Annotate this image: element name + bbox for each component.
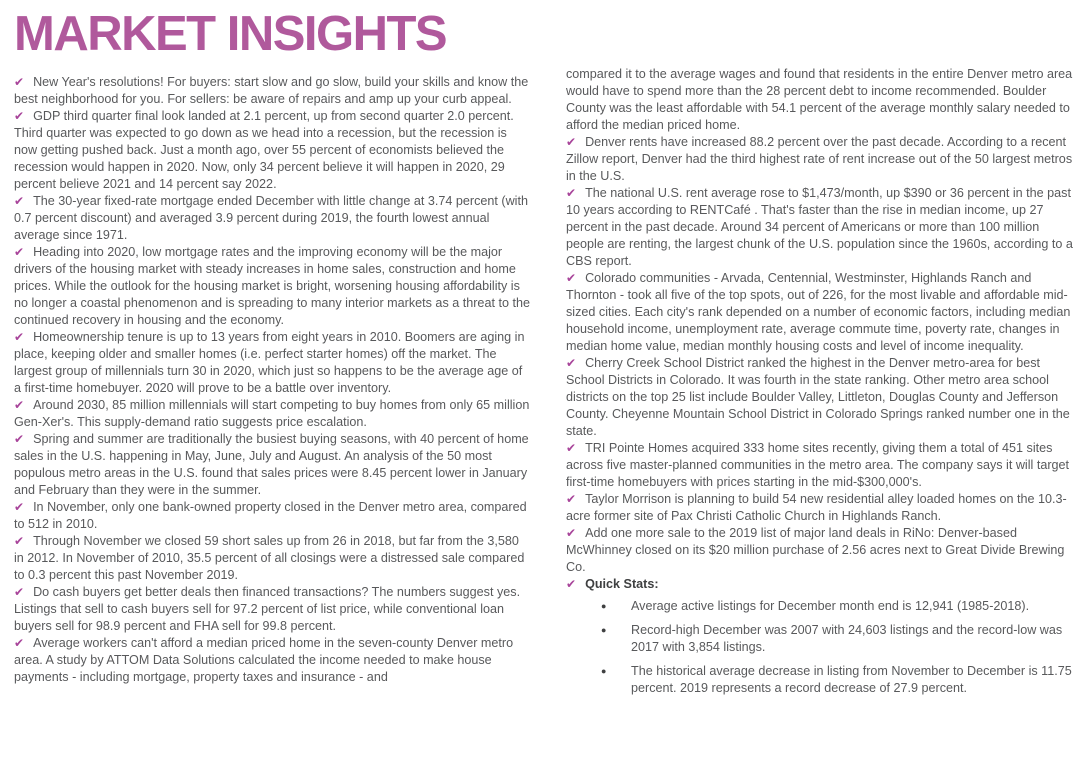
bullet-item	[566, 185, 1075, 270]
checkmark-icon: ✔	[566, 526, 577, 540]
bullet-text: Colorado communities - Arvada, Centennial, Westminster, Highlands Ranch and Thornton - took all five of the top spots, out of 226, for the most livable and affordable mid-sized cities. Each city's rank depended on a number of economic factors, including median household income, unemployment rate, average commute time, poverty rate, changes in median home value, median monthly housing costs and level of income inequality.	[566, 271, 1071, 353]
quick-stat-item	[566, 663, 1075, 697]
bullet-item	[566, 525, 1075, 576]
bullet-item	[14, 397, 530, 431]
checkmark-icon: ✔	[14, 330, 25, 344]
checkmark-icon: ✔	[566, 577, 577, 591]
bullet-text: Spring and summer are traditionally the busiest buying seasons, with 40 percent of home sales in the U.S. happening in May, June, July and August. An analysis of the 50 most populous metro areas in the U.S. found that sales prices were 8.45 percent lower in January and February than they were in the summer.	[14, 432, 529, 497]
bullet-item	[566, 270, 1075, 355]
bullet-item	[14, 499, 530, 533]
checkmark-icon: ✔	[566, 186, 577, 200]
dot-bullet-icon: ●	[601, 666, 607, 676]
quick-stat-text: The historical average decrease in listing from November to December is 11.75 percent. 2019 represents a record decrease of 27.9 percent.	[631, 664, 1072, 695]
bullet-text: Do cash buyers get better deals then financed transactions? The numbers suggest yes. Listings that sell to cash buyers sell for 97.2 percent of list price, while conventional loan buyers sell for 98.9 percent and FHA sell for 99.8 percent.	[14, 585, 521, 633]
quick-stats-list	[566, 598, 1075, 697]
bullet-text: Around 2030, 85 million millennials will start competing to buy homes from only 65 million Gen-Xer's. This supply-demand ratio suggests price escalation.	[14, 398, 530, 429]
right-bullet-list	[566, 134, 1075, 576]
checkmark-icon: ✔	[566, 441, 577, 455]
checkmark-icon: ✔	[14, 636, 25, 650]
bullet-item	[14, 584, 530, 635]
bullet-text: The national U.S. rent average rose to $1,473/month, up $390 or 36 percent in the past 10 years according to RENTCafé . That's faster than the rise in median income, up 27 percent in the past decade. Around 34 percent of Americans or more than 100 million people are renting, the largest chunk of the U.S. population since the 1960s, according to a CBS report.	[566, 186, 1073, 268]
checkmark-icon: ✔	[14, 109, 25, 123]
checkmark-icon: ✔	[14, 398, 25, 412]
quick-stat-item	[566, 622, 1075, 656]
bullet-text: Taylor Morrison is planning to build 54 new residential alley loaded homes on the 10.3-acre former site of Pax Christi Catholic Church in Highlands Ranch.	[566, 492, 1067, 523]
checkmark-icon: ✔	[566, 356, 577, 370]
quick-stat-text: Record-high December was 2007 with 24,603 listings and the record-low was 2017 with 3,854 listings.	[631, 623, 1063, 654]
checkmark-icon: ✔	[566, 271, 577, 285]
dot-bullet-icon: ●	[601, 625, 607, 635]
left-bullet-list	[14, 74, 530, 686]
bullet-text: Add one more sale to the 2019 list of major land deals in RiNo: Denver-based McWhinney closed on its $20 million purchase of 2.56 acres next to Great Divide Brewing Co.	[566, 526, 1065, 574]
bullet-item	[14, 244, 530, 329]
continuation-paragraph: compared it to the average wages and found that residents in the entire Denver metro area would have to spend more than the 28 percent debt to income recommended. Boulder County was the least affordable with 54.1 percent of the average monthly salary needed to afford the median priced home.	[566, 67, 1073, 132]
bullet-text: Homeownership tenure is up to 13 years from eight years in 2010. Boomers are aging in place, keeping older and smaller homes (i.e. perfect starter homes) off the market. The largest group of millennials turn 30 in 2020, which just so happens to be the average age of a first-time homebuyer. 2020 will prove to be a battle over inventory.	[14, 330, 525, 395]
checkmark-icon: ✔	[566, 492, 577, 506]
quick-stats-heading	[566, 576, 1075, 593]
quick-stat-text: Average active listings for December month end is 12,941 (1985-2018).	[631, 599, 1030, 613]
bullet-item	[566, 134, 1075, 185]
bullet-text: Denver rents have increased 88.2 percent over the past decade. According to a recent Zillow report, Denver had the third highest rate of rent increase out of the 50 largest metros in the U.S.	[566, 135, 1073, 183]
checkmark-icon: ✔	[14, 245, 25, 259]
bullet-item	[14, 329, 530, 397]
bullet-text: Average workers can't afford a median priced home in the seven-county Denver metro area. A study by ATTOM Data Solutions calculated the income needed to make house payments - including mortgage, property taxes and insurance - and	[14, 636, 514, 684]
bullet-text: Heading into 2020, low mortgage rates and the improving economy will be the major drivers of the housing market with steady increases in home sales, construction and home prices. While the outlook for the housing market is bright, worsening housing affordability is no longer a coastal phenomenon and is spreading to many interior markets as a threat to the continued recovery in housing and the economy.	[14, 245, 530, 327]
bullet-text: In November, only one bank-owned property closed in the Denver metro area, compared to 512 in 2010.	[14, 500, 527, 531]
bullet-text: The 30-year fixed-rate mortgage ended December with little change at 3.74 percent (with 0.7 percent discount) and averaged 3.9 percent during 2019, the fourth lowest annual average since 1971.	[14, 194, 528, 242]
checkmark-icon: ✔	[14, 75, 25, 89]
checkmark-icon: ✔	[14, 194, 25, 208]
checkmark-icon: ✔	[14, 500, 25, 514]
page-title: MARKET INSIGHTS	[14, 7, 447, 61]
right-column	[566, 8, 1075, 780]
bullet-item	[14, 193, 530, 244]
bullet-item	[14, 533, 530, 584]
bullet-item	[14, 108, 530, 193]
checkmark-icon: ✔	[14, 534, 25, 548]
bullet-text: New Year's resolutions! For buyers: start slow and go slow, build your skills and know the best neighborhood for you. For sellers: be aware of repairs and amp up your curb appeal.	[14, 75, 529, 106]
bullet-item	[566, 355, 1075, 440]
dot-bullet-icon: ●	[601, 601, 607, 611]
bullet-text: TRI Pointe Homes acquired 333 home sites recently, giving them a total of 451 sites across five master-planned communities in the metro area. The company says it will target first-time homebuyers with prices starting in the mid-$300,000's.	[566, 441, 1070, 489]
bullet-item	[566, 491, 1075, 525]
checkmark-icon: ✔	[566, 135, 577, 149]
bullet-text: Cherry Creek School District ranked the highest in the Denver metro-area for best School Districts in Colorado. It was fourth in the state ranking. Other metro area school districts on the top 25 list include Boulder Valley, Littleton, Douglas County and Jefferson County. Cheyenne Mountain School District in Colorado Springs ranked number one in the state.	[566, 356, 1070, 438]
bullet-item	[566, 440, 1075, 491]
left-column	[14, 8, 530, 780]
checkmark-icon: ✔	[14, 432, 25, 446]
quick-stat-item	[566, 598, 1075, 615]
bullet-item	[14, 635, 530, 686]
bullet-item	[14, 74, 530, 108]
bullet-text: GDP third quarter final look landed at 2.1 percent, up from second quarter 2.0 percent. Third quarter was expected to go down as we head into a recession, but the recession is now getting pushed back. Just a month ago, over 55 percent of economists believed the recession would happen in 2020. Now, only 34 percent believe it will happen in 2020, 29 percent believe 2021 and 14 percent say 2022.	[14, 109, 514, 191]
bullet-item	[14, 431, 530, 499]
checkmark-icon: ✔	[14, 585, 25, 599]
quick-stats-label: Quick Stats:	[585, 577, 659, 591]
bullet-text: Through November we closed 59 short sales up from 26 in 2018, but far from the 3,580 in 2012. In November of 2010, 35.5 percent of all closings were a distressed sale compared to 0.3 percent this past November 2019.	[14, 534, 525, 582]
